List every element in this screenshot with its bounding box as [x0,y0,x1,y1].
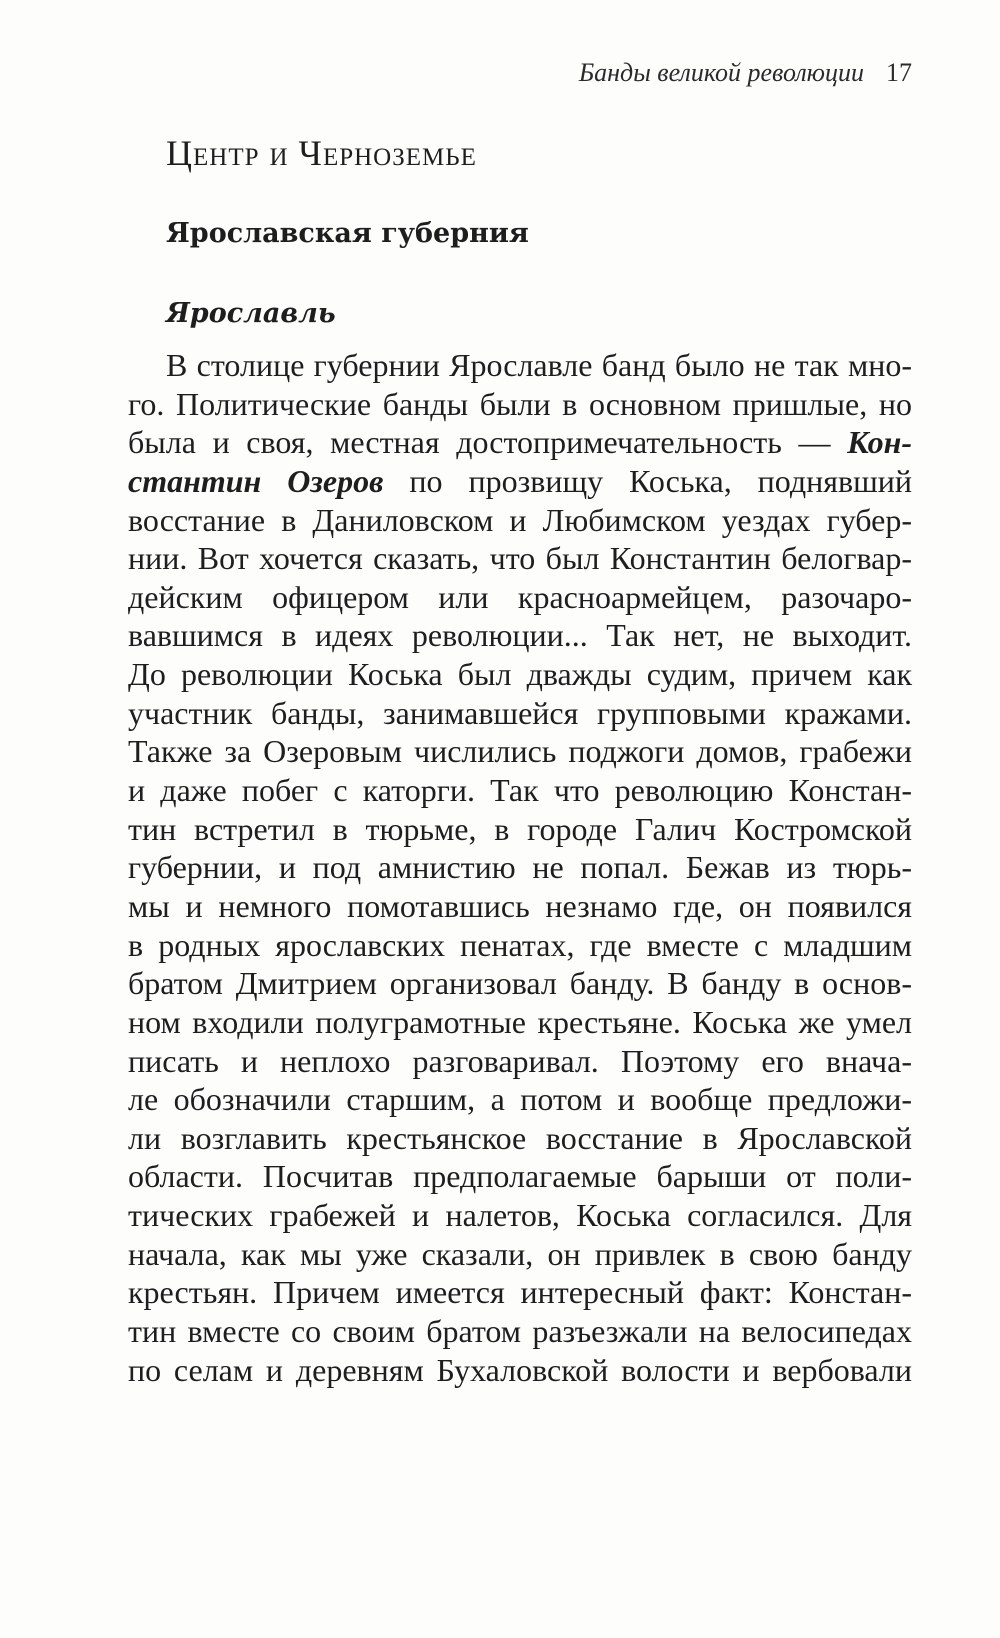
text-line: тин вместе со своим братом разъезжали на велосипедах [128,1313,912,1350]
running-title: Банды великой революции [578,58,864,87]
text-line: До революции Коська был дважды судим, причем как [128,656,912,693]
text-line: участник банды, занимавшейся групповыми кражами. [128,694,912,731]
text-line: братом Дмитрием организовал банду. В банду в основ- [128,965,912,1002]
text-line: губернии, и под амнистию не попал. Бежав из тюрь- [128,849,912,886]
text-line: ле обозначили старшим, а потом и вообще предложи- [128,1081,912,1118]
text-line: ли возглавить крестьянское восстание в Ярославской [128,1119,912,1156]
text-line: дейским офицером или красноармейцем, разочаро- [128,578,912,615]
text-line: начала, как мы уже сказали, он привлек в свою банду [128,1235,912,1272]
text-line: го. Политические банды были в основном пришлые, но [128,385,912,422]
text-line: крестьян. Причем имеется интересный факт: Констан- [128,1274,912,1311]
body-paragraph [128,346,912,1389]
text-line: ном входили полуграмотные крестьяне. Коська же умел [128,1003,912,1040]
text-line: и даже побег с каторги. Так что революцию Констан- [128,772,912,809]
chapter-title: Центр и Черноземье [166,133,477,173]
text-line: В столице губернии Ярославле банд было не так мно- [166,347,912,383]
subsection-title: Ярославль [166,298,336,329]
text-line: писать и неплохо разговаривал. Поэтому его внача- [128,1042,912,1079]
text-line: Также за Озеровым числились поджоги домов, грабежи [128,733,912,770]
text-line: нии. Вот хочется сказать, что был Константин белогвар- [128,540,912,577]
running-header [579,58,912,88]
section-title: Ярославская губерния [166,218,529,249]
text-line: восстание в Даниловском и Любимском уездах губер- [128,501,912,538]
text-line: была и своя, местная достопримечательность — Кон- [128,424,912,461]
text-line: вавшимся в идеях революции... Так нет, не выходит. [128,617,912,654]
emphasized-name: стантин Озеров [128,462,384,499]
text-line: области. Посчитав предполагаемые барыши от поли- [128,1158,912,1195]
page-number: 17 [886,58,912,87]
text-line: мы и немного помотавшись незнамо где, он появился [128,887,912,924]
text-line: тических грабежей и налетов, Коська согласился. Для [128,1197,912,1234]
text-line: по селам и деревням Бухаловской волости и вербовали [128,1351,912,1388]
text-line: стантин Озеров по прозвищу Коська, поднявший [128,462,913,499]
emphasized-name: Кон- [847,424,912,461]
text-line: тин встретил в тюрьме, в городе Галич Костромской [128,810,912,847]
text-line: в родных ярославских пенатах, где вместе с младшим [128,926,912,963]
